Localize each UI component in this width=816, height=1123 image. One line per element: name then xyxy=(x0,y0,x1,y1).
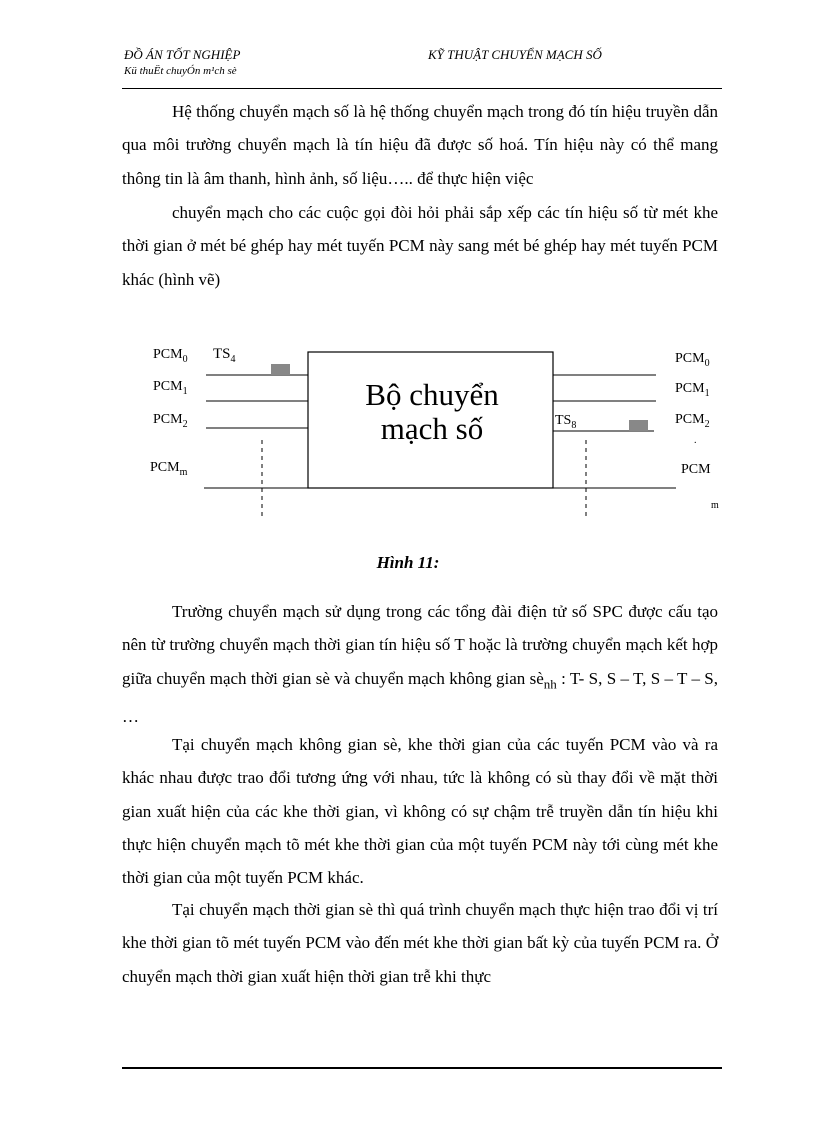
output-label-1: $PCM_1$ xyxy=(675,381,710,399)
header-left-subtitle: Kü thuËt chuyÓn m¹ch sè xyxy=(124,65,237,77)
input-label-1: $PCM_1$ xyxy=(153,379,188,397)
output-dot: . xyxy=(694,435,697,446)
paragraph-3-tail: : T- S, S – T, S – T – S, … xyxy=(122,668,718,727)
input-label-2: $PCM_2$ xyxy=(153,412,188,430)
header-right-title: KỸ THUẬT CHUYỂN MẠCH SỐ xyxy=(428,47,602,62)
paragraph-3 xyxy=(122,595,718,734)
header-left-title: ĐỒ ÁN TỐT NGHIỆP xyxy=(124,47,241,62)
output-label-m-sub: m xyxy=(711,500,719,511)
paragraph-5: Tại chuyển mạch thời gian sè thì quá trình chuyển mạch thực hiện trao đổi vị trí khe thời gian tõ mét tuyến PCM vào đến mét khe thời gian bất kỳ của tuyến PCM ra. Ở chuyển mạch thời gian xuất hiện thời gian trễ khi thực xyxy=(122,900,718,986)
paragraph-2: chuyển mạch cho các cuộc gọi đòi hỏi phải sắp xếp các tín hiệu số từ mét khe thời gian ở mét bé ghép hay mét tuyến PCM này sang mét bé ghép hay mét tuyến PCM khác (hình vẽ) xyxy=(122,203,718,289)
input-label-m: $PCM_m$ xyxy=(150,460,188,478)
paragraph-3-subscript: nh xyxy=(543,675,557,691)
output-label-0: $PCM_0$ xyxy=(675,351,710,369)
paragraph-3-text: Trường chuyển mạch sử dụng trong các tổng đài điện tử số SPC được cấu tạo nên từ trường chuyển mạch thời gian tín hiệu số T hoặc là trường chuyển mạch kết hợp giữa chuyển mạch thời gian sè và chuyển mạch không gian sè xyxy=(122,602,718,688)
output-timeslot-label: $TS_8$ xyxy=(555,413,577,431)
switch-box-label-1: Bộ chuyển xyxy=(365,377,499,412)
input-timeslot-label: $TS_4$ xyxy=(213,346,236,365)
input-timeslot-block xyxy=(271,364,290,375)
paragraph-1: Hệ thống chuyển mạch số là hệ thống chuyển mạch trong đó tín hiệu truyền dẫn qua môi trường chuyển mạch là tín hiệu đã được số hoá. Tín hiệu này có thể mang thông tin là âm thanh, hình ảnh, số liệu….. để thực hiện việc xyxy=(122,102,718,188)
paragraph-4: Tại chuyển mạch không gian sè, khe thời gian của các tuyến PCM vào và ra khác nhau được trao đổi tương ứng với nhau, tức là không có sù thay đổi về mặt thời gian xuất hiện của các khe thời gian, vì không có sự chậm trễ truyền dẫn tín hiệu khi thực hiện chuyển mạch tõ mét khe thời gian của một tuyến PCM này tới cùng mét khe thời gian của một tuyến PCM khác. xyxy=(122,735,718,888)
output-label-m: PCM xyxy=(681,462,711,477)
figure-caption: Hình 11: xyxy=(376,553,440,572)
switch-box-label-2: mạch số xyxy=(380,411,484,446)
input-label-0: $PCM_0$ xyxy=(153,347,188,365)
footer-rule xyxy=(122,1067,722,1069)
output-timeslot-block xyxy=(629,420,648,431)
switching-diagram xyxy=(0,0,816,540)
output-label-2: $PCM_2$ xyxy=(675,412,710,430)
